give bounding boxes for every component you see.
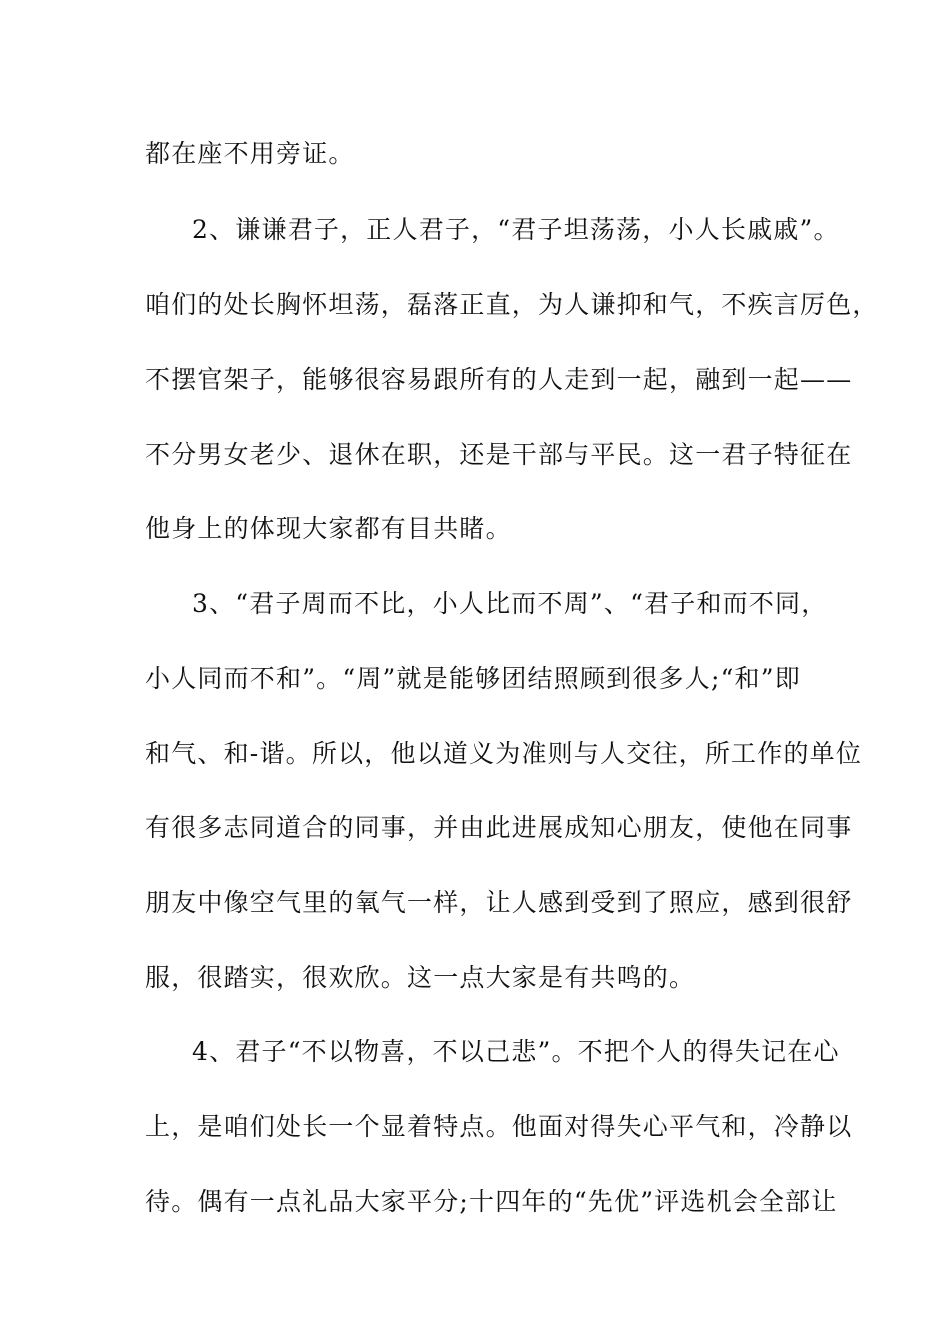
paragraph-4-start: 4、君子“不以物喜，不以己悲”。不把个人的得失记在心	[192, 1037, 840, 1066]
text-line: 朋友中像空气里的氧气一样，让人感到受到了照应，感到很舒	[145, 888, 853, 917]
text-line: 上，是咱们处长一个显着特点。他面对得失心平气和，冷静以	[145, 1112, 853, 1141]
text-line: 服，很踏实，很欢欣。这一点大家是有共鸣的。	[145, 963, 696, 992]
text-line: 待。偶有一点礼品大家平分;十四年的“先优”评选机会全部让	[145, 1187, 838, 1216]
paragraph-2-start: 2、谦谦君子，正人君子，“君子坦荡荡，小人长戚戚”。	[192, 215, 840, 244]
paragraph-3-start: 3、“君子周而不比，小人比而不周”、“君子和而不同，	[192, 589, 828, 618]
text-line: 咱们的处长胸怀坦荡，磊落正直，为人谦抑和气，不疾言厉色，	[145, 290, 879, 319]
text-line: 有很多志同道合的同事，并由此进展成知心朋友，使他在同事	[145, 813, 853, 842]
text-line: 小人同而不和”。“周”就是能够团结照顾到很多人;“和”即	[145, 664, 801, 693]
text-line: 不摆官架子，能够很容易跟所有的人走到一起，融到一起——	[145, 365, 853, 394]
text-line: 不分男女老少、退休在职，还是干部与平民。这一君子特征在	[145, 440, 853, 469]
text-line: 都在座不用旁证。	[145, 139, 355, 168]
text-line: 和气、和-谐。所以，他以道义为准则与人交往，所工作的单位	[145, 739, 863, 768]
text-line: 他身上的体现大家都有目共睹。	[145, 514, 512, 543]
